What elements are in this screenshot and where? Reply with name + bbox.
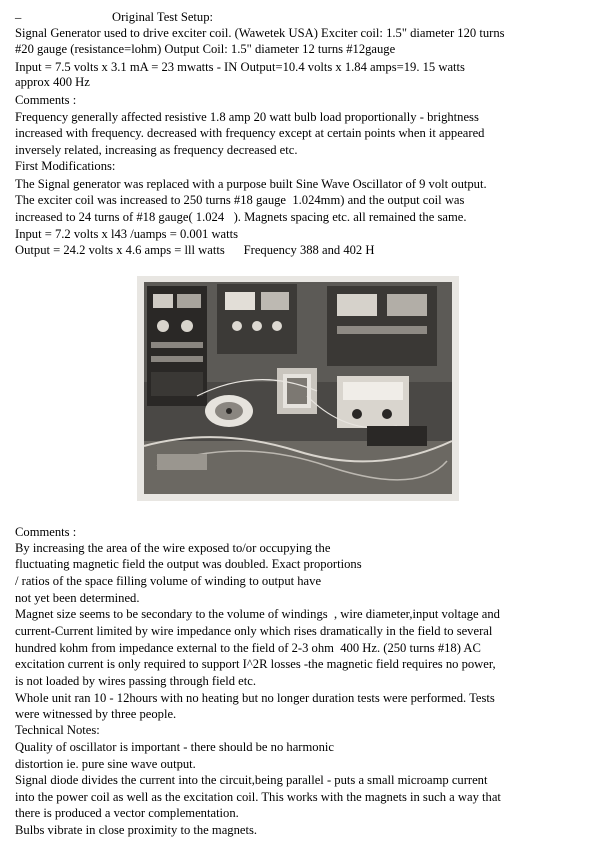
text-line: The exciter coil was increased to 250 turns #18 gauge 1.024mm) and the output coil was [15,193,465,207]
text-line: By increasing the area of the wire exposed to/or occupying the [15,541,331,555]
text-line: is not loaded by wires passing through field etc. [15,674,256,688]
section-heading: Technical Notes: [15,723,100,737]
text-line: Magnet size seems to be secondary to the volume of windings , wire diameter,input voltage and [15,607,500,621]
text-line: distortion ie. pure sine wave output. [15,757,196,771]
text-line: fluctuating magnetic field the output was doubled. Exact proportions [15,557,362,571]
text-line: approx 400 Hz [15,75,90,89]
text-line: Bulbs vibrate in close proximity to the magnets. [15,823,258,837]
text-line: / ratios of the space filling volume of winding to output have [15,574,322,588]
apparatus-photo-illustration [137,276,459,501]
section-heading: Comments : [15,525,77,539]
section-heading: First Modifications: [15,159,116,173]
text-line: Input = 7.5 volts x 3.1 mA = 23 mwatts - IN Output=10.4 volts x 1.84 amps=19. 15 watts [15,60,465,74]
text-line: Quality of oscillator is important - there should be no harmonic [15,740,334,754]
text-line: Signal Generator used to drive exciter coil. (Wawetek USA) Exciter coil: 1.5" diameter 120 turns [15,26,505,40]
text-line: #20 gauge (resistance=lohm) Output Coil: 1.5" diameter 12 turns #12gauge [15,42,396,56]
text-line: Signal diode divides the current into the circuit,being parallel - puts a small microamp current [15,773,488,787]
text-line: were witnessed by three people. [15,707,177,721]
apparatus-photo [137,276,459,501]
text-line: increased with frequency. decreased with frequency except at certain points when it appeared [15,126,485,140]
text-line: into the power coil as well as the excitation coil. This works with the magnets in such a way that [15,790,501,804]
section-heading: Comments : [15,93,77,107]
document-title: Original Test Setup: [112,10,214,24]
text-line: Input = 7.2 volts x l43 /uamps = 0.001 watts [15,227,239,241]
text-line: Frequency generally affected resistive 1.8 amp 20 watt bulb load proportionally - brightness [15,110,479,124]
header-mark: _ [15,6,22,20]
text-line: Whole unit ran 10 - 12hours with no heating but no longer duration tests were performed. Tests [15,691,495,705]
text-line: there is produced a vector complementation. [15,806,239,820]
text-line: excitation current is only required to support I^2R losses -the magnetic field requires no power, [15,657,496,671]
text-line: hundred kohm from impedance external to the field of 2-3 ohm 400 Hz. (250 turns #18) AC [15,641,481,655]
text-line: current-Current limited by wire impedance only which rises dramatically in the field to several [15,624,493,638]
text-line: inversely related, increasing as frequency decreased etc. [15,143,298,157]
text-line: increased to 24 turns of #18 gauge( 1.024 ). Magnets spacing etc. all remained the same. [15,210,467,224]
text-line: not yet been determined. [15,591,140,605]
text-line: The Signal generator was replaced with a purpose built Sine Wave Oscillator of 9 volt output. [15,177,487,191]
text-line: Output = 24.2 volts x 4.6 amps = lll watts Frequency 388 and 402 H [15,243,375,257]
